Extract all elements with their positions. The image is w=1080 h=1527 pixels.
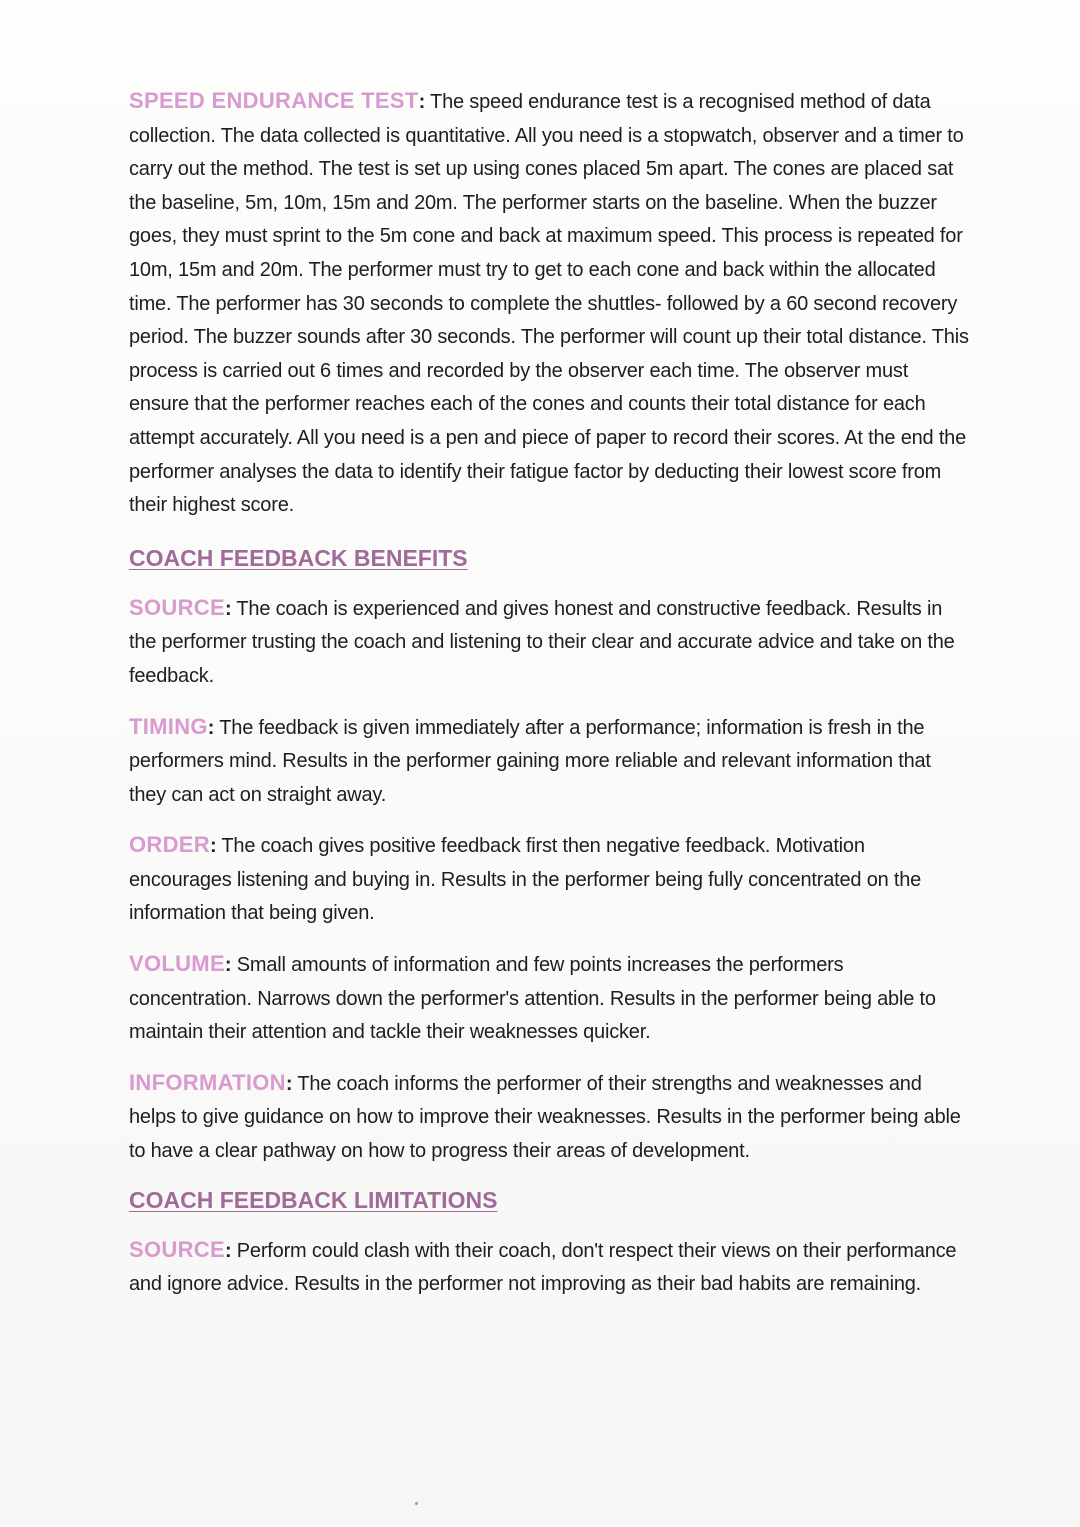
limitation-source-text: Perform could clash with their coach, don't respect their views on their performance and ignore advice. Results in the performer not improving as their bad habits are remaining.	[129, 1239, 957, 1296]
term-colon: :	[209, 835, 217, 858]
speed-endurance-term: SPEED ENDURANCE TEST	[129, 88, 419, 113]
benefit-source-term: SOURCE	[129, 594, 225, 620]
term-colon: :	[224, 597, 232, 620]
benefit-timing-text: The feedback is given immediately after a performance; information is fresh in the performers mind. Results in the performer gaining more reliable and relevant information that they can act on straight away.	[129, 716, 931, 806]
benefit-volume-paragraph	[129, 947, 969, 1050]
benefit-information-term: INFORMATION	[129, 1069, 286, 1095]
benefit-information-paragraph	[129, 1066, 969, 1169]
benefit-information-text: The coach informs the performer of their strengths and weaknesses and helps to give guidance on how to improve their weaknesses. Results in the performer being able to have a clear pathway on how to progress their areas of development.	[129, 1072, 961, 1163]
benefit-order-term: ORDER	[129, 832, 210, 858]
term-colon: :	[224, 954, 232, 977]
speed-endurance-paragraph	[129, 84, 969, 523]
term-colon: :	[224, 1239, 232, 1262]
benefit-source-text: The coach is experienced and gives honest and constructive feedback. Results in the performer trusting the coach and listening to their clear and accurate advice and take on the feedback.	[129, 597, 955, 687]
benefit-order-text: The coach gives positive feedback first then negative feedback. Motivation encourages listening and buying in. Results in the performer being fully concentrated on the information that being given.	[129, 835, 922, 925]
limitation-source-paragraph	[129, 1233, 969, 1302]
speed-endurance-text: The speed endurance test is a recognised method of data collection. The data collected is quantitative. All you need is a stopwatch, observer and a timer to carry out the method. The test is set up using cones placed 5m apart. The cones are placed sat the baseline, 5m, 10m, 15m and 20m. The performer starts on the baseline. When the buzzer goes, they must sprint to the 5m cone and back at maximum speed. This process is repeated for 10m, 15m and 20m. The performer must try to get to each cone and back within the allocated time. The performer has 30 seconds to complete the shuttles- followed by a 60 second recovery period. The buzzer sounds after 30 seconds. The performer will count up their total distance. This process is carried out 6 times and recorded by the observer each time. The observer must ensure that the performer reaches each of the cones and counts their total distance for each attempt accurately. All you need is a pen and piece of paper to record their scores. At the end the performer analyses the data to identify their fatigue factor by deducting their lowest score from their highest score.	[129, 91, 969, 517]
term-colon: :	[285, 1072, 293, 1095]
benefit-volume-term: VOLUME	[129, 951, 225, 977]
benefit-timing-paragraph	[129, 710, 969, 813]
term-colon: :	[418, 91, 426, 113]
limitation-source-term: SOURCE	[129, 1236, 225, 1262]
term-colon: :	[207, 716, 215, 739]
benefits-heading: COACH FEEDBACK BENEFITS	[129, 544, 468, 571]
benefit-source-paragraph	[129, 591, 969, 694]
benefit-timing-term: TIMING	[129, 713, 208, 739]
benefit-order-paragraph	[129, 828, 969, 931]
limitations-heading: COACH FEEDBACK LIMITATIONS	[129, 1186, 498, 1213]
paper-speck	[415, 1502, 418, 1505]
document-content	[129, 84, 969, 1318]
benefit-volume-text: Small amounts of information and few points increases the performers concentration. Narrows down the performer's attention. Results in the performer being able to maintain their attention and tackle their weaknesses quicker.	[129, 954, 936, 1044]
